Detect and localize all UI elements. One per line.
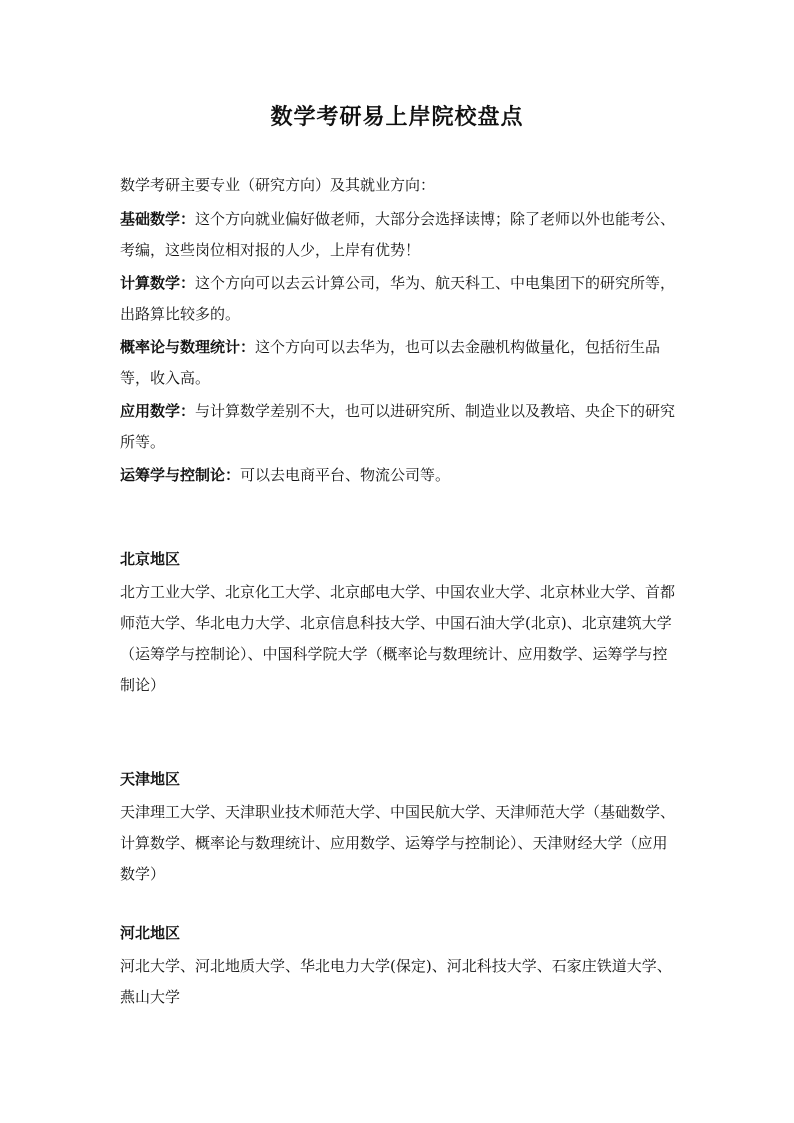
direction-text: 与计算数学差别不大，也可以进研究所、制造业以及教培、央企下的研究所等。: [120, 402, 676, 451]
direction-text: 可以去电商平台、物流公司等。: [240, 466, 451, 484]
direction-applied-math: [120, 396, 676, 458]
direction-basic-math: [120, 204, 676, 266]
majors-section: [120, 170, 676, 493]
page-title: 数学考研易上岸院校盘点: [270, 105, 524, 130]
region-beijing: [120, 544, 676, 701]
direction-text: 这个方向可以去云计算公司，华为、航天科工、中电集团下的研究所等，出路算比较多的。: [120, 274, 676, 323]
intro-text: 数学考研主要专业（研究方向）及其就业方向：: [120, 176, 436, 194]
region-heading: 北京地区: [120, 550, 181, 568]
region-schools: 天津理工大学、天津职业技术师范大学、中国民航大学、天津师范大学（基础数学、计算数学、概率论与数理统计、应用数学、运筹学与控制论）、天津财经大学（应用数学）: [120, 803, 676, 883]
region-tianjin: [120, 764, 676, 890]
direction-computational-math: [120, 268, 676, 330]
direction-name: 应用数学：: [120, 402, 196, 420]
direction-text: 这个方向可以去华为，也可以去金融机构做量化，包括衍生品等，收入高。: [120, 338, 661, 387]
direction-probability-statistics: [120, 332, 676, 394]
direction-name: 基础数学：: [120, 210, 196, 228]
region-hebei: [120, 918, 676, 1013]
region-heading: 天津地区: [120, 770, 181, 788]
direction-name: 计算数学：: [120, 274, 196, 292]
direction-name: 运筹学与控制论：: [120, 466, 241, 484]
region-heading: 河北地区: [120, 924, 181, 942]
direction-name: 概率论与数理统计：: [120, 338, 256, 356]
direction-operations-research: [120, 460, 676, 491]
region-schools: 河北大学、河北地质大学、华北电力大学(保定)、河北科技大学、石家庄铁道大学、燕山大学: [120, 957, 672, 1006]
region-schools: 北方工业大学、北京化工大学、北京邮电大学、中国农业大学、北京林业大学、首都师范大学、华北电力大学、北京信息科技大学、中国石油大学(北京)、北京建筑大学（运筹学与控制论）、中国科学院大学（概率论与数理统计、应用数学、运筹学与控制论）: [120, 583, 676, 694]
direction-text: 这个方向就业偏好做老师，大部分会选择读博；除了老师以外也能考公、考编，这些岗位相对报的人少，上岸有优势！: [120, 210, 676, 259]
